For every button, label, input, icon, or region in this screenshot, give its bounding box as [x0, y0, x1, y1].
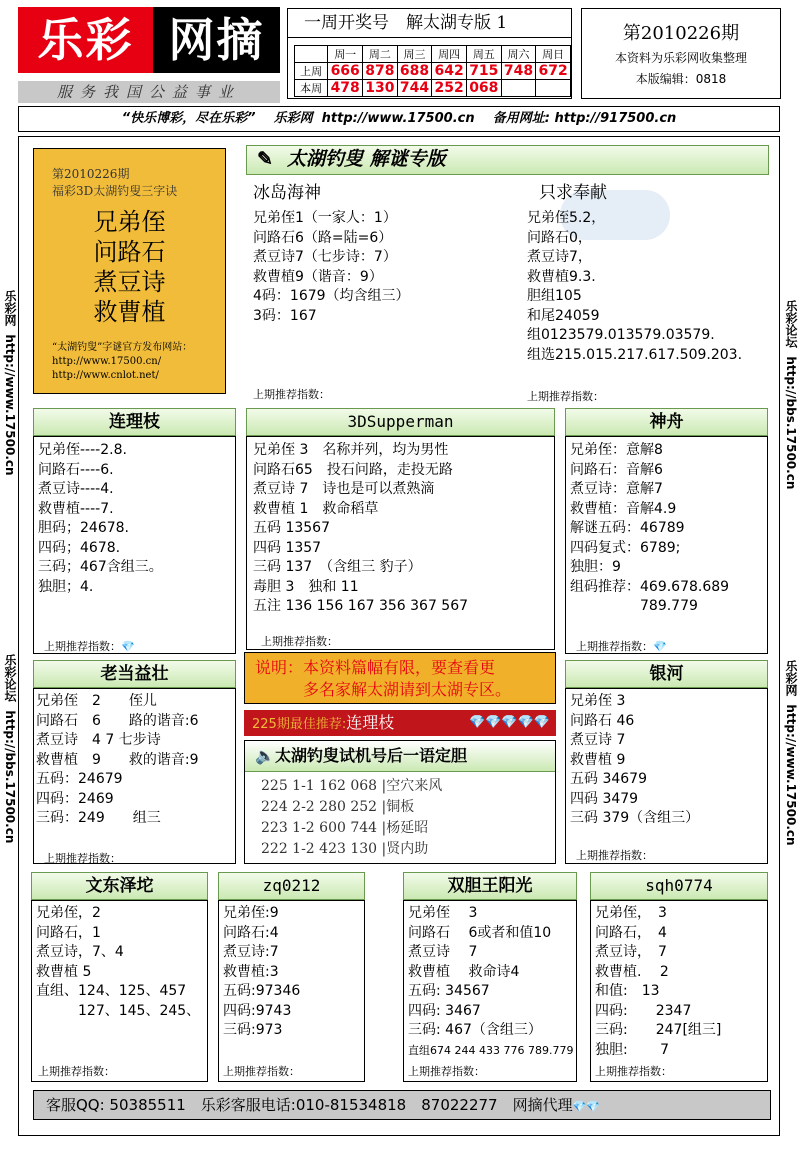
logo-part1: 乐彩	[18, 7, 153, 73]
shenzhou-header: 神舟	[565, 408, 768, 436]
wendong-header: 文东泽坨	[31, 872, 208, 900]
day-header: 周三	[397, 46, 432, 63]
ad-issue: 第2010226期	[52, 167, 130, 181]
bingdao-section	[253, 178, 533, 326]
draw-number: 666	[328, 63, 363, 80]
test-row: 222 1-2 423 130 |贤内助	[261, 841, 429, 857]
line: 煮豆诗7，	[527, 249, 592, 265]
line: 四码复式：6789;	[570, 539, 681, 556]
url-bar	[18, 106, 780, 132]
line: 胆码；24678.	[38, 520, 129, 536]
ad-site-link[interactable]: http://www.cnlot.net/	[52, 370, 159, 381]
zq-box	[218, 900, 365, 1082]
test-row: 225 1-1 162 068 |空穴来风	[261, 778, 443, 794]
contact-text: 客服QQ: 50385511 乐彩客服电话:010-81534818 87022277 网摘代理	[46, 1096, 573, 1114]
line: 救曹植 5	[36, 963, 92, 980]
line: 煮豆诗:7	[223, 944, 279, 960]
line: 救曹植. 2	[595, 963, 669, 980]
line: 煮豆诗 7	[570, 732, 626, 748]
lianli-header: 连理枝	[33, 408, 236, 436]
draw-results-panel	[287, 8, 572, 99]
zq-header: zq0212	[218, 872, 365, 900]
draw-number: 744	[397, 80, 432, 97]
site-name: 乐彩网	[273, 111, 313, 126]
line: 五注 136 156 167 356 367 567	[253, 598, 469, 614]
speaker-icon: 🔈	[255, 746, 275, 765]
line: 兄弟侄:9	[223, 905, 279, 921]
super-box	[246, 436, 555, 650]
note-box	[244, 652, 556, 704]
line: 问路石：音解6	[570, 461, 663, 478]
line: 问路石:4	[223, 924, 279, 941]
line: 三码:973	[223, 1022, 283, 1038]
shenzhou-box	[565, 436, 768, 654]
draw-number: 478	[328, 80, 363, 97]
line: 127、145、245、	[36, 1002, 201, 1019]
line: 煮豆诗，7、4	[36, 944, 124, 960]
issue-editor: 本版编辑：0818	[635, 72, 727, 86]
line: 三码: 247[组三]	[595, 1022, 722, 1038]
best-recommendation	[244, 710, 556, 736]
line: 煮豆诗 4 7 七步诗	[36, 732, 161, 748]
line: 兄弟侄：意解8	[570, 442, 663, 458]
contact-bar	[33, 1090, 771, 1120]
draw-number: 130	[363, 80, 398, 97]
draw-results-title: 一周开奖号 解太湖专版 1	[288, 9, 571, 38]
line: 三码 379（含组三）	[570, 810, 700, 826]
line: 四码: 2347	[595, 1002, 692, 1019]
line: 救曹植:3	[223, 963, 279, 980]
sqh-foot: 上期推荐指数：	[595, 1065, 672, 1078]
ad-line: 问路石	[93, 238, 166, 266]
yinhe-header: 银河	[565, 660, 768, 688]
diamond-icon: 💎	[653, 640, 667, 653]
ad-line: 煮豆诗	[93, 268, 166, 296]
ad-line: 兄弟侄	[93, 208, 166, 236]
line: 三码；467含组三。	[38, 559, 163, 575]
yinhe-foot: 上期推荐指数：	[576, 849, 653, 862]
zhiqiu-section	[527, 178, 777, 365]
line: 救曹植 1 救命稻草	[253, 500, 379, 517]
day-header: 周六	[501, 46, 536, 63]
draw-number	[501, 80, 536, 97]
lianli-foot: 上期推荐指数：💎	[44, 640, 135, 653]
sqh-box	[590, 900, 768, 1082]
draw-number	[536, 80, 571, 97]
line: 兄弟侄 3	[408, 905, 478, 921]
line: 问路石65 投石问路，走投无路	[253, 461, 453, 478]
line: 四码 3479	[570, 790, 639, 807]
line: 煮豆诗 7 诗也是可以煮熟滴	[253, 481, 435, 497]
line: 组选215.015.217.617.509.203.	[527, 346, 743, 363]
line: 四码：2469	[36, 790, 114, 807]
line: 三码 137 （含组三 豹子）	[253, 559, 422, 575]
bingdao-foot: 上期推荐指数：	[253, 388, 330, 401]
day-header: 周五	[466, 46, 501, 63]
banner	[246, 145, 769, 175]
line: 四码 1357	[253, 539, 322, 556]
line: 四码:9743	[223, 1002, 292, 1019]
laodang-box	[33, 688, 236, 864]
draw-number: 672	[536, 63, 571, 80]
line: 救曹植 9	[570, 751, 626, 768]
wendong-box	[31, 900, 208, 1082]
draw-number: 715	[466, 63, 501, 80]
draw-number: 642	[432, 63, 467, 80]
riddle-ad	[33, 148, 226, 394]
line: 兄弟侄----2.8.	[38, 442, 127, 458]
line: 4码：1679（均含组三）	[253, 288, 410, 304]
day-header: 周日	[536, 46, 571, 63]
line: 煮豆诗7（七步诗：7）	[253, 249, 397, 265]
line: 789.779	[570, 598, 698, 614]
backup-link[interactable]: http://917500.cn	[554, 111, 677, 126]
line: 问路石6（路=陆=6）	[253, 229, 393, 246]
sqh-header: sqh0774	[590, 872, 768, 900]
shuangdan-box	[403, 900, 577, 1082]
draw-number: 688	[397, 63, 432, 80]
line: 兄弟侄 2 侄儿	[36, 693, 157, 709]
line: 直组、124、125、457	[36, 983, 187, 999]
line: 五码 13567	[253, 520, 330, 536]
line: 救曹植 9 救的谐音:9	[36, 751, 199, 768]
logo-part2: 网摘	[153, 7, 280, 73]
line: 煮豆诗 7	[408, 944, 478, 960]
line: 煮豆诗， 7	[595, 944, 667, 960]
super-foot: 上期推荐指数：	[261, 635, 338, 648]
diamond-icon: 💎💎	[572, 1100, 600, 1113]
draw-number: 068	[466, 80, 501, 97]
laodang-header: 老当益壮	[33, 660, 236, 688]
draw-number: 878	[363, 63, 398, 80]
best-name: 连理枝	[346, 713, 395, 732]
line: 煮豆诗：意解7	[570, 481, 663, 497]
line: 胆组105	[527, 288, 582, 304]
backup-label: 备用网址:	[492, 111, 550, 126]
line: 救曹植 救命诗4	[408, 963, 520, 980]
day-header: 周四	[432, 46, 467, 63]
shenzhou-foot: 上期推荐指数：💎	[576, 640, 667, 653]
line: 问路石0，	[527, 229, 592, 246]
day-header: 周二	[363, 46, 398, 63]
wendong-foot: 上期推荐指数：	[38, 1065, 115, 1078]
side-right-1: 乐彩论坛 http://bbs.17500.cn	[784, 300, 798, 490]
draw-number: 748	[501, 63, 536, 80]
test-row: 224 2-2 280 252 |铜板	[261, 799, 415, 815]
line: 独胆: 7	[595, 1041, 670, 1058]
shuangdan-header: 双胆王阳光	[403, 872, 577, 900]
line: 兄弟侄1（一家人：1）	[253, 210, 397, 226]
line: 兄弟侄， 3	[595, 905, 667, 921]
diamond-rating-icon: 💎💎💎💎💎	[469, 715, 550, 730]
line: 兄弟侄5.2，	[527, 210, 606, 226]
shuangdan-foot: 上期推荐指数：	[408, 1065, 485, 1078]
lianli-box	[33, 436, 236, 654]
zq-foot: 上期推荐指数：	[223, 1065, 300, 1078]
line: 五码:97346	[223, 983, 301, 999]
line: 独胆：9	[570, 559, 621, 575]
line: 兄弟侄 3	[570, 693, 626, 709]
banner-title: 太湖钓叟 解谜专版	[287, 148, 446, 170]
issue-number: 第2010226期	[622, 23, 740, 44]
line: 救曹植9.3.	[527, 268, 596, 285]
line: 兄弟侄，2	[36, 905, 101, 921]
line: 3码：167	[253, 307, 317, 324]
line: 解谜五码：46789	[570, 520, 685, 536]
side-left-1: 乐彩网 http://www.17500.cn	[3, 290, 17, 476]
line: 五码：24679	[36, 771, 123, 787]
line: 救曹植9（谐音：9）	[253, 268, 383, 285]
line: 煮豆诗----4.	[38, 481, 114, 497]
ad-line: 救曹植	[93, 298, 166, 326]
line: 四码；4678.	[38, 539, 121, 556]
line: 问路石----6.	[38, 461, 114, 478]
ad-subtitle: 福彩3D太湖钓叟三字诀	[52, 184, 178, 198]
draw-results-table	[294, 45, 571, 97]
slogan: “快乐博彩，尽在乐彩”	[121, 111, 256, 126]
logo-slogan: 服务我国公益事业	[18, 81, 280, 103]
ad-site-label: “太湖钓叟”字谜官方发布网站：	[52, 342, 193, 353]
bingdao-title: 冰岛海神	[253, 183, 321, 203]
issue-panel	[581, 8, 781, 99]
line: 独胆；4.	[38, 578, 94, 595]
row-label: 上周	[295, 63, 328, 80]
line: 毒胆 3 独和 11	[253, 578, 359, 595]
line: 四码: 3467	[408, 1002, 481, 1019]
side-left-2: 乐彩论坛 http://bbs.17500.cn	[3, 654, 17, 844]
note-line: 多名家解太湖请到太湖专区。	[303, 680, 512, 699]
test-title: 🔈 太湖钓叟试机号后一语定胆	[245, 741, 555, 772]
line: 和值: 13	[595, 983, 660, 999]
line: 五码 34679	[570, 771, 647, 787]
logo	[18, 7, 280, 101]
site-link[interactable]: http://www.17500.cn	[321, 111, 475, 126]
side-right-2: 乐彩网 http://www.17500.cn	[784, 660, 798, 846]
day-header: 周一	[328, 46, 363, 63]
best-label: 225期最佳推荐:	[252, 717, 347, 732]
line: 问路石，1	[36, 924, 101, 941]
yinhe-box	[565, 688, 768, 864]
zhiqiu-foot: 上期推荐指数：	[527, 390, 604, 403]
laodang-foot: 上期推荐指数：	[44, 852, 121, 865]
line: 组0123579.013579.03579.	[527, 327, 715, 343]
line: 问路石， 4	[595, 924, 667, 941]
line: 直组674 244 433 776 789.779	[408, 1043, 574, 1057]
note-line: 说明：本资料篇幅有限，要查看更	[255, 658, 496, 677]
row-label: 本周	[295, 80, 328, 97]
line: 救曹植：音解4.9	[570, 500, 677, 517]
line: 问路石 6 路的谐音:6	[36, 712, 199, 729]
line: 三码：249 组三	[36, 810, 161, 826]
draw-number: 252	[432, 80, 467, 97]
line: 三码: 467（含组三）	[408, 1022, 542, 1038]
zhiqiu-title: 只求奉献	[539, 183, 607, 203]
super-header: 3DSupperman	[246, 408, 555, 436]
ad-site-link[interactable]: http://www.17500.cn/	[52, 356, 162, 367]
line: 和尾24059	[527, 307, 600, 324]
line: 兄弟侄 3 名称并列，均为男性	[253, 442, 449, 458]
line: 问路石 46	[570, 712, 635, 729]
line: 组码推荐：469.678.689	[570, 578, 730, 595]
book-icon: ✎	[257, 148, 273, 170]
line: 五码: 34567	[408, 983, 490, 999]
line: 问路石 6或者和值10	[408, 924, 552, 941]
test-row: 223 1-2 600 744 |杨延昭	[261, 820, 429, 836]
line: 救曹植----7.	[38, 500, 114, 517]
diamond-icon: 💎	[121, 640, 135, 653]
test-number-box	[244, 740, 556, 864]
issue-source: 本资料为乐彩网收集整理	[614, 51, 747, 65]
